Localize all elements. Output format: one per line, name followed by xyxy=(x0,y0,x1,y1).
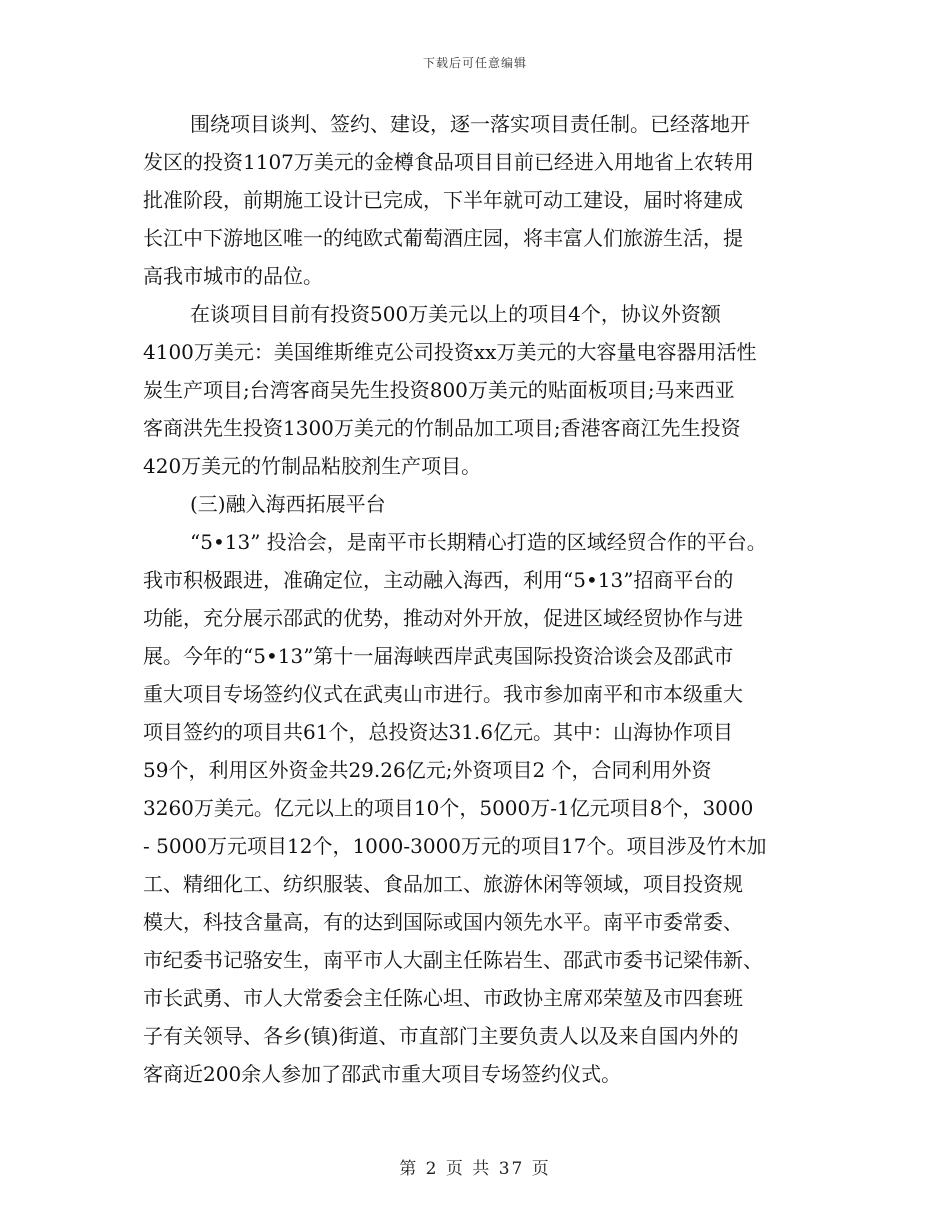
text-line: 在谈项目目前有投资500万美元以上的项目4个，协议外资额 xyxy=(190,302,721,326)
text-line: 59个，利用区外资金共29.26亿元;外资项目2 个，合同利用外资 xyxy=(143,758,712,782)
text-line: - 5000万元项目12个，1000-3000万元的项目17个。项目涉及竹木加 xyxy=(143,834,767,858)
text-line: 客商洪先生投资1300万美元的竹制品加工项目;香港客商江先生投资 xyxy=(143,416,741,440)
text-line: 重大项目专场签约仪式在武夷山市进行。我市参加南平和市本级重大 xyxy=(143,682,743,706)
text-line: 市长武勇、市人大常委会主任陈心坦、市政协主席邓荣堃及市四套班 xyxy=(143,986,743,1010)
text-line: 功能，充分展示邵武的优势，推动对外开放，促进区域经贸协作与进 xyxy=(143,606,743,630)
text-line: 3260万美元。亿元以上的项目10个，5000万-1亿元项目8个，3000 xyxy=(143,796,754,820)
text-line: 发区的投资1107万美元的金樽食品项目目前已经进入用地省上农转用 xyxy=(143,150,754,174)
text-line: 子有关领导、各乡(镇)街道、市直部门主要负责人以及来自国内外的 xyxy=(143,1024,739,1048)
text-line: 围绕项目谈判、签约、建设，逐一落实项目责任制。已经落地开 xyxy=(190,112,750,136)
text-line: 我市积极跟进，准确定位，主动融入海西，利用“5•13”招商平台的 xyxy=(143,568,734,592)
text-line: 模大，科技含量高，有的达到国际或国内领先水平。南平市委常委、 xyxy=(143,910,743,934)
text-line: 长江中下游地区唯一的纯欧式葡萄酒庄园，将丰富人们旅游生活，提 xyxy=(143,226,743,250)
text-line: 炭生产项目;台湾客商吴先生投资800万美元的贴面板项目;马来西亚 xyxy=(143,378,735,402)
text-line: 高我市城市的品位。 xyxy=(143,264,323,288)
text-line: 工、精细化工、纺织服装、食品加工、旅游休闲等领域，项目投资规 xyxy=(143,872,743,896)
text-line: “5•13” 投洽会，是南平市长期精心打造的区域经贸合作的平台。 xyxy=(190,530,767,554)
section-heading: (三)融入海西拓展平台 xyxy=(190,492,386,516)
text-line: 市纪委书记骆安生，南平市人大副主任陈岩生、邵武市委书记梁伟新、 xyxy=(143,948,763,972)
text-line: 批准阶段，前期施工设计已完成，下半年就可动工建设，届时将建成 xyxy=(143,188,743,212)
text-line: 客商近200余人参加了邵武市重大项目专场签约仪式。 xyxy=(143,1062,622,1086)
header-note: 下载后可任意编辑 xyxy=(422,56,527,70)
text-line: 4100万美元：美国维斯维克公司投资xx万美元的大容量电容器用活性 xyxy=(143,340,757,364)
page-number: 第 2 页 共 37 页 xyxy=(399,1159,551,1179)
text-line: 420万美元的竹制品粘胶剂生产项目。 xyxy=(143,454,482,478)
text-line: 项目签约的项目共61个，总投资达31.6亿元。其中：山海协作项目 xyxy=(143,720,733,744)
text-line: 展。今年的“5•13”第十一届海峡西岸武夷国际投资洽谈会及邵武市 xyxy=(143,644,734,668)
